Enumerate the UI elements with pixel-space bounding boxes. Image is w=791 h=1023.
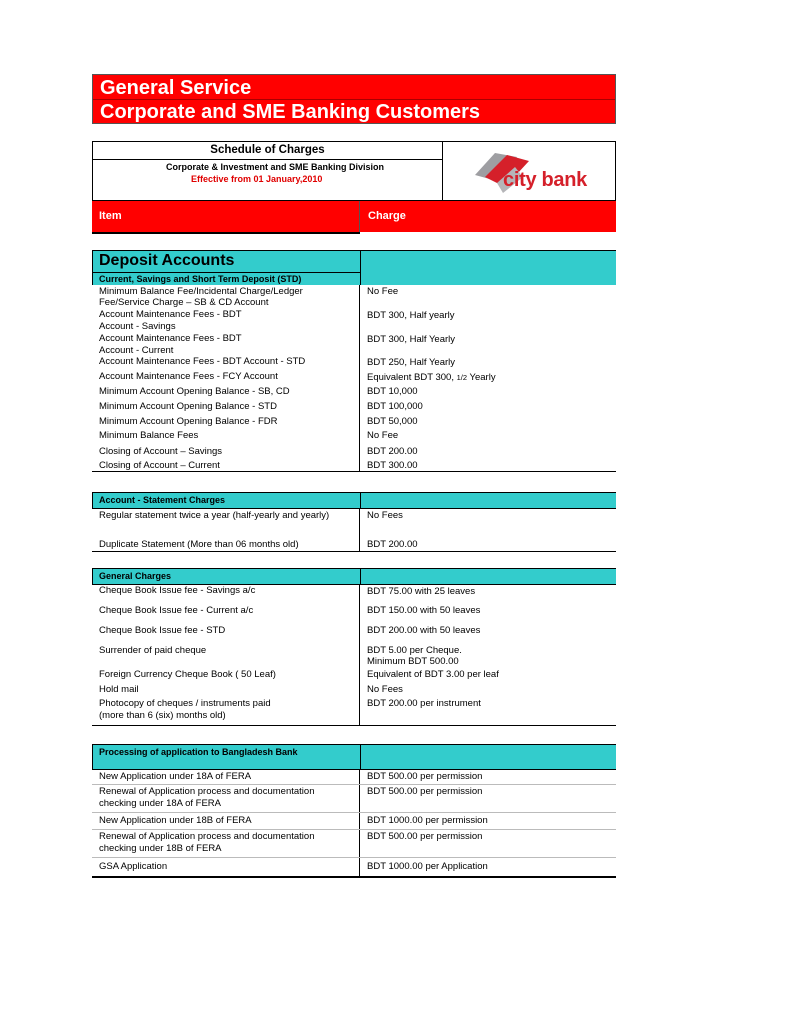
charge-text: BDT 5.00 per Cheque.	[367, 645, 462, 656]
item-text: (more than 6 (six) months old)	[99, 710, 226, 721]
item-text: Regular statement twice a year (half-yearly and yearly)	[99, 510, 330, 521]
header-underline	[92, 232, 360, 234]
item-text: GSA Application	[99, 861, 168, 872]
section-subtitle: Current, Savings and Short Term Deposit (STD)	[99, 274, 302, 284]
item-text: New Application under 18B of FERA	[99, 815, 252, 826]
schedule-header	[92, 141, 616, 201]
charge-text: No Fees	[367, 510, 403, 521]
item-text: Closing of Account – Current	[99, 460, 220, 471]
section-title: Deposit Accounts	[99, 252, 235, 269]
item-text: New Application under 18A of FERA	[99, 771, 252, 782]
charge-text: No Fee	[367, 286, 399, 297]
item-text: Account Maintenance Fees - BDT	[99, 333, 242, 344]
effective-date: Effective from 01 January,2010	[191, 174, 323, 184]
charge-text: No Fee	[367, 430, 399, 441]
item-text: Minimum Account Opening Balance - STD	[99, 401, 277, 412]
charge-text: BDT 300, Half Yearly	[367, 334, 456, 345]
item-text: Account Maintenance Fees - BDT Account - STD	[99, 356, 306, 367]
section-title: Processing of application to Bangladesh Bank	[99, 747, 298, 757]
column-header	[92, 201, 616, 232]
charge-text: BDT 200.00	[367, 446, 418, 457]
item-text: Surrender of paid cheque	[99, 645, 207, 656]
item-text: Minimum Account Opening Balance - SB, CD	[99, 386, 290, 397]
charge-text: Equivalent of BDT 3.00 per leaf	[367, 669, 499, 680]
item-text: Cheque Book Issue fee - STD	[99, 625, 226, 636]
charge-text: BDT 300.00	[367, 460, 418, 471]
charge-text: Minimum BDT 500.00	[367, 656, 459, 667]
division-label: Corporate & Investment and SME Banking Division	[166, 162, 385, 172]
charge-text: BDT 500.00 per permission	[367, 771, 483, 782]
item-text: checking under 18B of FERA	[99, 843, 222, 854]
page-subtitle: Corporate and SME Banking Customers	[100, 101, 481, 123]
city-bank-logo	[471, 147, 611, 197]
item-text: Foreign Currency Cheque Book ( 50 Leaf)	[99, 669, 276, 680]
column-charge-label: Charge	[368, 210, 406, 222]
item-text: Account - Savings	[99, 321, 176, 332]
item-text: Minimum Balance Fee/Incidental Charge/Ledger	[99, 286, 303, 297]
section-statement-charges	[92, 492, 616, 509]
schedule-title: Schedule of Charges	[210, 144, 325, 156]
item-text: Account Maintenance Fees - FCY Account	[99, 371, 278, 382]
charge-text: BDT 150.00 with 50 leaves	[367, 605, 481, 616]
item-text: Cheque Book Issue fee - Savings a/c	[99, 585, 256, 596]
charge-text: BDT 75.00 with 25 leaves	[367, 586, 476, 597]
charge-text: BDT 200.00 per instrument	[367, 698, 481, 709]
charge-text: No Fees	[367, 684, 403, 695]
section-title: Account - Statement Charges	[99, 495, 226, 505]
item-text: Duplicate Statement (More than 06 months old)	[99, 539, 299, 550]
charge-text: BDT 100,000	[367, 401, 423, 412]
charge-text: BDT 200.00 with 50 leaves	[367, 625, 481, 636]
charge-text: BDT 500.00 per permission	[367, 786, 483, 797]
charge-text: BDT 1000.00 per permission	[367, 815, 488, 826]
title-banner	[92, 74, 616, 124]
charge-text: BDT 200.00	[367, 539, 418, 550]
item-text: Renewal of Application process and documentation	[99, 831, 315, 842]
item-text: Account - Current	[99, 345, 174, 356]
item-text: Photocopy of cheques / instruments paid	[99, 698, 271, 709]
item-text: checking under 18A of FERA	[99, 798, 221, 809]
section-title: General Charges	[99, 571, 172, 581]
item-text: Hold mail	[99, 684, 139, 695]
page-title: General Service	[100, 77, 252, 99]
charge-text: BDT 250, Half Yearly	[367, 357, 456, 368]
charge-text: BDT 1000.00 per Application	[367, 861, 488, 872]
item-text: Fee/Service Charge – SB & CD Account	[99, 297, 269, 308]
item-text: Minimum Balance Fees	[99, 430, 199, 441]
section-deposit-accounts	[92, 250, 616, 285]
item-text: Cheque Book Issue fee - Current a/c	[99, 605, 254, 616]
section-processing-bangladesh-bank	[92, 744, 616, 769]
item-text: Minimum Account Opening Balance - FDR	[99, 416, 278, 427]
charge-text: BDT 300, Half yearly	[367, 310, 455, 321]
item-text: Closing of Account – Savings	[99, 446, 223, 457]
charge-text: BDT 50,000	[367, 416, 418, 427]
logo-wordmark: city bank	[503, 169, 587, 191]
section-general-charges	[92, 568, 616, 585]
charge-text: Equivalent BDT 300, 1/2 Yearly	[367, 372, 496, 383]
item-text: Renewal of Application process and documentation	[99, 786, 315, 797]
charge-text: BDT 10,000	[367, 386, 418, 397]
column-item-label: Item	[99, 210, 122, 222]
item-text: Account Maintenance Fees - BDT	[99, 309, 242, 320]
charge-text: BDT 500.00 per permission	[367, 831, 483, 842]
